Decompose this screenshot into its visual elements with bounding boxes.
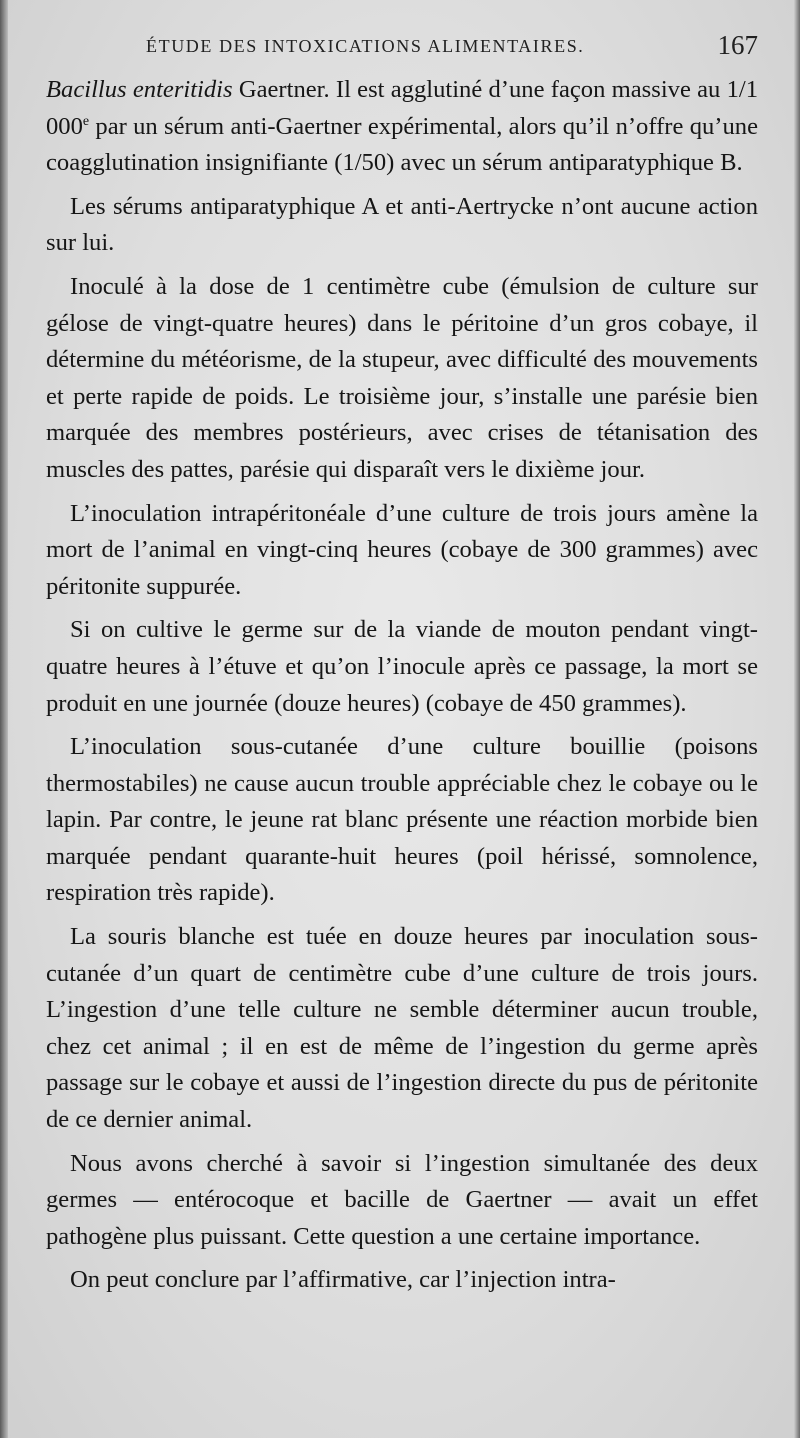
paragraph-3: Inoculé à la dose de 1 centimètre cube (émulsion de culture sur gélose de vingt-quatre heures) dans le péritoine d’un gros cobaye, il détermine du météorisme, de la stupeur, avec difficulté des mouvements et perte rapide de poids. Le troisième jour, s’installe une parésie bien marquée des membres postérieurs, avec crises de tétanisation des muscles des pattes, parésie qui disparaît vers le dixième jour. (46, 272, 758, 483)
paragraph-1-text-b: par un sérum anti-Gaertner expérimental, alors qu’il n’offre qu’une coagglutination insignifiante (1/50) avec un sérum antiparatyphique B. (46, 112, 758, 177)
paragraph-7: La souris blanche est tuée en douze heures par inoculation sous-cutanée d’un quart de centimètre cube d’une culture de trois jours. L’ingestion d’une telle culture ne semble déterminer aucun trouble, chez cet animal ; il en est de même de l’ingestion du germe après passage sur le cobaye et aussi de l’ingestion directe du pus de péritonite de ce dernier animal. (46, 923, 758, 1134)
paragraph-6: L’inoculation sous-cutanée d’une culture bouillie (poisons thermostabiles) ne cause aucun trouble appréciable chez le cobaye ou le lapin. Par contre, le jeune rat blanc présente une réaction morbide bien marquée pendant quarante-huit heures (poil hérissé, somnolence, respiration très rapide). (46, 733, 758, 907)
body-text (46, 72, 758, 1306)
species-name: Bacillus enteritidis (46, 76, 233, 103)
paragraph-9: On peut conclure par l’affirmative, car l’injection intra- (70, 1266, 616, 1294)
paragraph-1 (46, 72, 758, 182)
paragraph-1-text-a: Gaertner. Il est agglutiné d’une façon massive au 1/1 000 (46, 76, 758, 140)
ordinal-superscript: e (82, 113, 90, 129)
page-edge-left (0, 0, 8, 1438)
paragraph-4: L’inoculation intrapéritonéale d’une culture de trois jours amène la mort de l’animal en vingt-cinq heures (cobaye de 300 grammes) avec péritonite suppurée. (46, 499, 758, 600)
running-title: ÉTUDE DES INTOXICATIONS ALIMENTAIRES. (146, 36, 585, 56)
paragraph-8: Nous avons cherché à savoir si l’ingestion simultanée des deux germes — entérocoque et bacille de Gaertner — avait un effet pathogène plus puissant. Cette question a une certaine importance. (46, 1149, 758, 1250)
page-edge-right (794, 0, 800, 1438)
paragraph-2: Les sérums antiparatyphique A et anti-Aertrycke n’ont aucune action sur lui. (46, 192, 758, 257)
page-header (46, 30, 764, 70)
paragraph-5: Si on cultive le germe sur de la viande de mouton pendant vingt-quatre heures à l’étuve et qu’on l’inocule après ce passage, la mort se produit en une journée (douze heures) (cobaye de 450 grammes). (46, 616, 758, 717)
page-number: 167 (717, 30, 758, 60)
